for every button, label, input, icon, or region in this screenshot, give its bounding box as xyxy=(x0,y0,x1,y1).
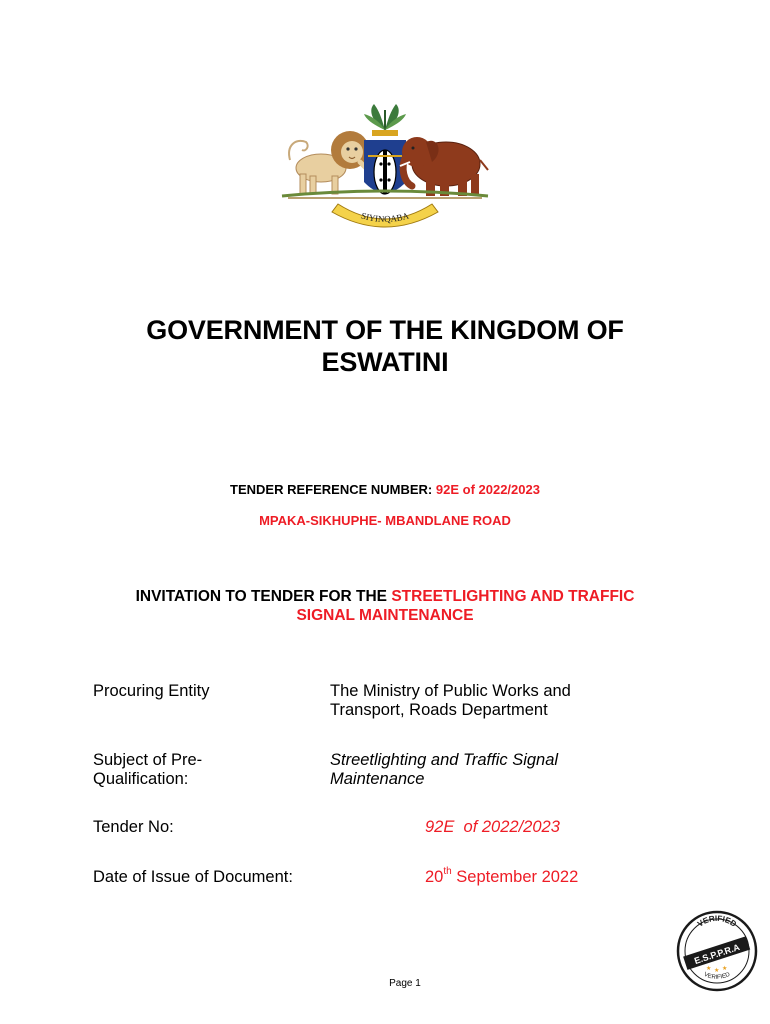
page-number: Page 1 xyxy=(389,978,421,989)
star-icon: ★ xyxy=(706,966,712,972)
tender-no-value: 92E of 2022/2023 xyxy=(425,818,560,836)
procuring-entity-label: Procuring Entity xyxy=(93,682,210,700)
invitation-heading xyxy=(60,587,710,625)
elephant-icon xyxy=(400,137,488,196)
tender-reference xyxy=(0,482,770,497)
motto-text: SIYINQABA xyxy=(360,210,410,225)
date-of-issue-value xyxy=(425,868,578,887)
date-rest: September 2022 xyxy=(451,868,579,886)
tender-reference-label: TENDER REFERENCE NUMBER: xyxy=(230,482,433,497)
date-day: 20 xyxy=(425,868,444,886)
stamp-bottom-text: VERIFIED xyxy=(702,971,732,981)
subject-label-line-2: Qualification: xyxy=(93,770,189,788)
page-title xyxy=(0,314,770,378)
subject-value xyxy=(330,751,558,789)
subject-value-line-2: Maintenance xyxy=(330,770,425,788)
title-line-2: ESWATINI xyxy=(321,347,449,377)
invitation-highlight-1: STREETLIGHTING AND TRAFFIC xyxy=(391,588,635,605)
tender-no-label: Tender No: xyxy=(93,818,174,836)
stamp-middle-text: E.S.P.P.R.A xyxy=(693,941,741,967)
tender-reference-value: 92E of 2022/2023 xyxy=(435,482,540,497)
procuring-entity-value-line-1: The Ministry of Public Works and xyxy=(330,682,571,700)
stamp-top-text: VERIFIED xyxy=(695,913,739,929)
star-icon: ★ xyxy=(722,966,728,972)
lion-icon xyxy=(289,131,369,194)
subject-value-line-1: Streetlighting and Traffic Signal xyxy=(330,751,559,769)
subject-label xyxy=(93,751,202,789)
invitation-highlight-2: SIGNAL MAINTENANCE xyxy=(296,607,474,624)
procuring-entity-value xyxy=(330,682,571,720)
road-name: MPAKA-SIKHUPHE- MBANDLANE ROAD xyxy=(259,513,511,528)
motto-scroll xyxy=(332,204,438,227)
invitation-prefix: INVITATION TO TENDER FOR THE xyxy=(135,588,388,605)
coat-of-arms-emblem xyxy=(276,100,494,234)
plume-crest-icon xyxy=(364,104,406,136)
procuring-entity-value-line-2: Transport, Roads Department xyxy=(330,701,548,719)
subject-label-line-1: Subject of Pre- xyxy=(93,751,203,769)
title-line-1: GOVERNMENT OF THE KINGDOM OF xyxy=(146,315,624,345)
date-of-issue-label: Date of Issue of Document: xyxy=(93,868,293,886)
star-icon: ★ xyxy=(714,968,720,974)
date-suffix: th xyxy=(443,866,452,877)
